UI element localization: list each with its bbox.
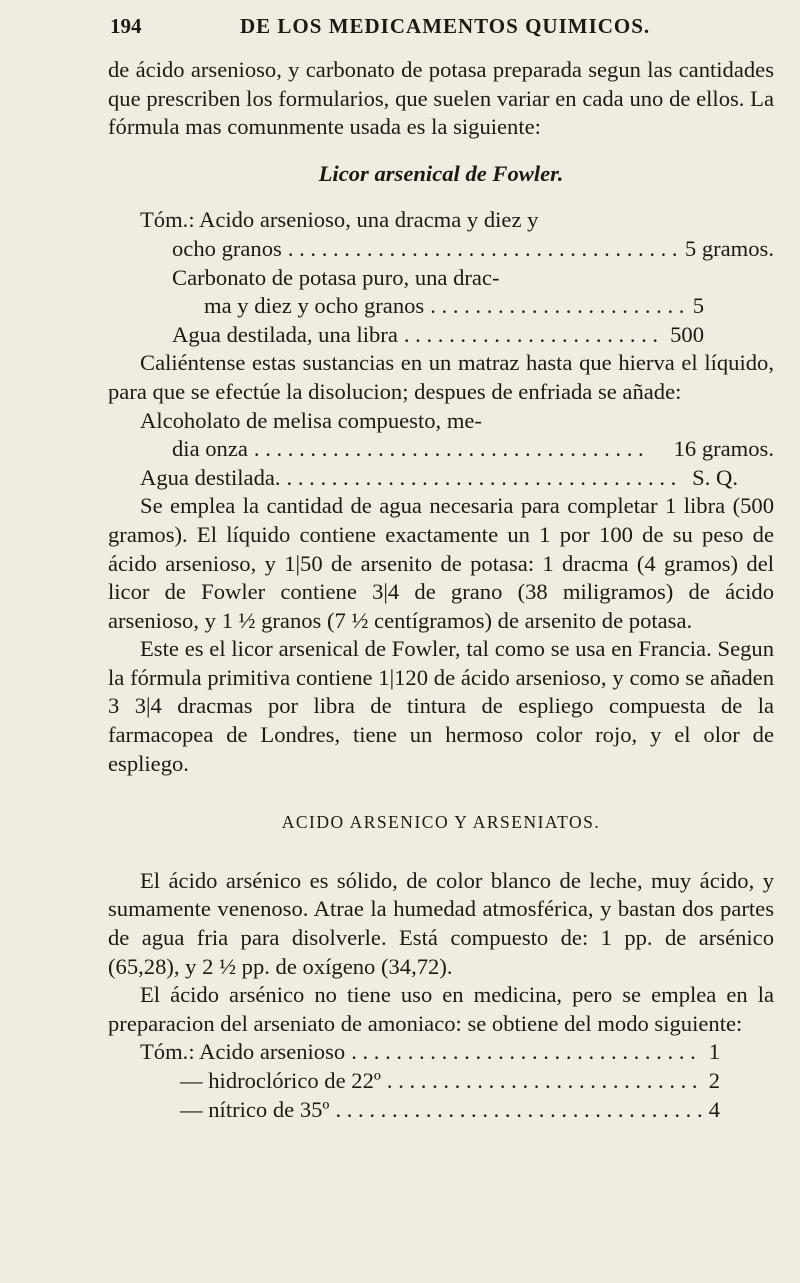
running-title: DE LOS MEDICAMENTOS QUIMICOS.	[240, 14, 651, 38]
dot-leader	[404, 321, 664, 350]
dot-leader	[430, 292, 686, 321]
page-number: 194	[110, 14, 142, 38]
recipe-item: Carbonato de potasa puro, una drac-	[172, 264, 500, 290]
recipe-quantity: 16 gramos.	[673, 436, 774, 462]
recipe-quantity: 5	[692, 293, 704, 319]
recipe-item: Tóm.: Acido arsenioso . . . 1	[140, 1038, 774, 1067]
page-header	[110, 14, 730, 39]
paragraph-intro: de ácido arsenioso, y carbonato de potasa preparada segun las cantidades que prescriben los formularios, que suelen variar en cada uno de ellos. La fórmula mas comunmente usada es la siguiente:	[108, 57, 774, 140]
recipe-item: ocho granos . . . 5 gramos.	[172, 235, 774, 264]
paragraph-arsenic-acid: El ácido arsénico es sólido, de color blanco de leche, muy ácido, y sumamente venenoso. Atrae la humedad atmosférica, y bastan dos partes de agua fria para disolverle. Está compuesto de: 1 pp. de arsénico (65,28), y 2 ½ pp. de oxígeno (34,72).	[108, 867, 774, 979]
paragraph-arseniate-use: El ácido arsénico no tiene uso en medicina, pero se emplea en la preparacion del arseniato de amoniaco: se obtiene del modo siguiente:	[108, 982, 774, 1036]
recipe-item: — nítrico de 35º . . . 4	[180, 1096, 774, 1125]
recipe-item: Agua destilada, una libra . . . 500	[172, 321, 774, 350]
dot-leader	[287, 464, 687, 493]
dot-leader	[288, 235, 679, 264]
recipe-list-arseniate	[140, 1038, 774, 1124]
recipe-item: dia onza . . . 16 gramos.	[172, 435, 774, 464]
recipe-quantity: S. Q.	[692, 464, 738, 490]
recipe-item: Alcoholato de melisa compuesto, me-	[140, 407, 482, 433]
recipe-quantity: 1	[708, 1039, 720, 1065]
recipe-quantity: 5 gramos.	[684, 235, 774, 261]
recipe-quantity: 500	[670, 321, 704, 347]
dot-leader	[387, 1067, 703, 1096]
section-heading: ACIDO ARSENICO Y ARSENIATOS.	[281, 812, 601, 833]
dot-leader	[351, 1038, 703, 1067]
paragraph-preparation: Caliéntense estas sustancias en un matraz hasta que hierva el líquido, para que se efectúe la disolucion; despues de enfriada se añade:	[108, 350, 774, 404]
recipe-list-additions	[140, 407, 774, 493]
recipe-item: ma y diez y ocho granos . . . 5	[204, 292, 774, 321]
paragraph-composition: Se emplea la cantidad de agua necesaria para completar 1 libra (500 gramos). El líquido contiene exactamente un 1 por 100 de su peso de ácido arsenioso, y 1|50 de arsenito de potasa: 1 dracma (4 gramos) del licor de Fowler contiene 3|4 de grano (38 miligramos) de ácido arsenioso, y 1 ½ granos (7 ½ centígramos) de arsenito de potasa.	[108, 493, 774, 633]
dot-leader	[335, 1096, 702, 1125]
page-body	[108, 56, 774, 1124]
paragraph-france: Este es el licor arsenical de Fowler, tal como se usa en Francia. Segun la fórmula primitiva contiene 1|120 de ácido arsenioso, y como se añaden 3 3|4 dracmas por libra de tintura de espliego compuesta de la farmacopea de Londres, tiene un hermoso color rojo, y el olor de espliego.	[108, 636, 774, 776]
recipe-title: Licor arsenical de Fowler.	[318, 160, 564, 186]
recipe-item: Tóm.: Acido arsenioso, una dracma y diez y	[140, 207, 539, 233]
dot-leader	[254, 435, 668, 464]
recipe-quantity: 4	[708, 1096, 720, 1122]
recipe-item: — hidroclórico de 22º . . . 2	[180, 1067, 774, 1096]
recipe-list-fowler	[140, 206, 774, 349]
recipe-quantity: 2	[708, 1068, 720, 1093]
recipe-item: Agua destilada. . . . S. Q.	[140, 464, 774, 493]
